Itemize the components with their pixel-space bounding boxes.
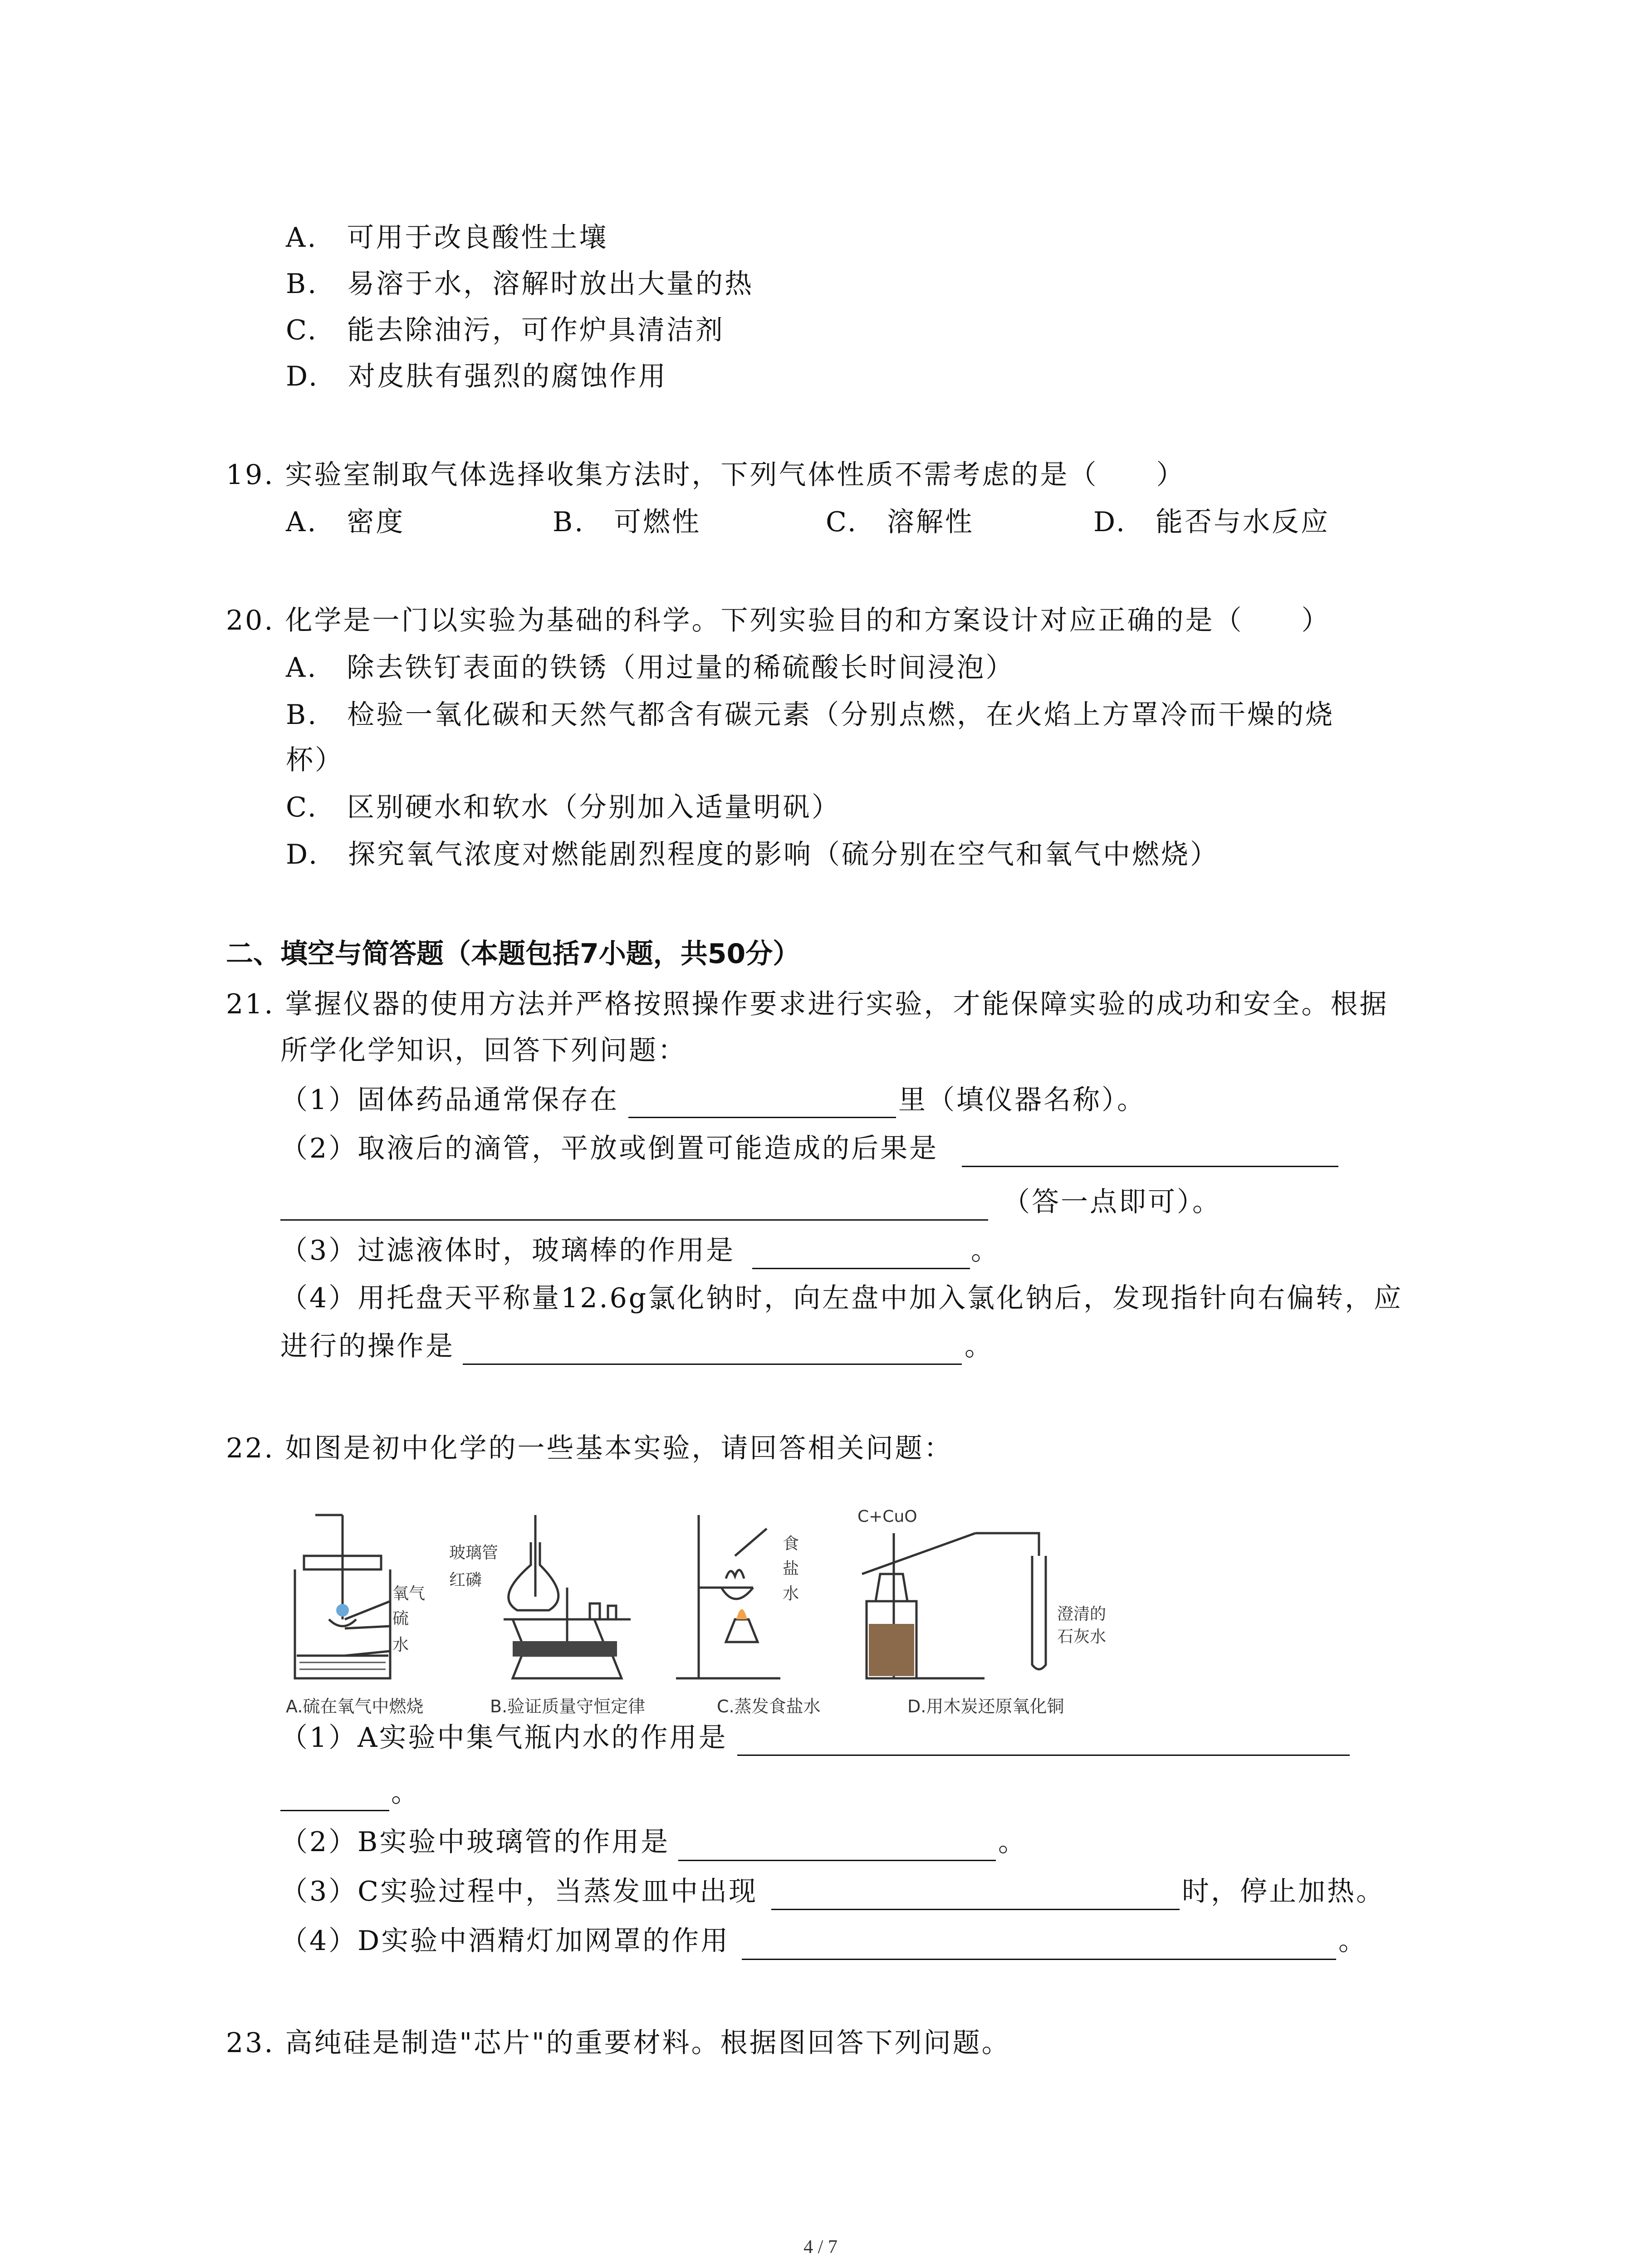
q18-option-b: B. 易溶于水，溶解时放出大量的热 bbox=[286, 268, 754, 300]
caption-b: B.验证质量守恒定律 bbox=[490, 1696, 646, 1716]
q21-part3-text-end: 。 bbox=[971, 1235, 1000, 1266]
q22-part3-text-end: 时，停止加热。 bbox=[1182, 1876, 1385, 1907]
q22-part4-text: （4）D实验中酒精灯加网罩的作用 bbox=[280, 1925, 730, 1957]
q22-stem: 22. 如图是初中化学的一些基本实验，请回答相关问题： bbox=[226, 1432, 953, 1464]
q20-option-b-line2: 杯） bbox=[286, 744, 344, 776]
wood-block bbox=[869, 1624, 914, 1676]
q22-part1-text: （1）A实验中集气瓶内水的作用是 bbox=[280, 1722, 728, 1754]
q18-option-a: A. 可用于改良酸性土壤 bbox=[286, 222, 608, 254]
q21-part4-blank[interactable] bbox=[463, 1364, 962, 1365]
q22-part2-blank[interactable] bbox=[678, 1860, 996, 1861]
q22-part1-blank-a[interactable] bbox=[737, 1755, 1350, 1756]
q22-part2-text-end: 。 bbox=[998, 1826, 1027, 1858]
apparatus-a bbox=[295, 1515, 390, 1678]
q21-part4-text2: 进行的操作是 bbox=[280, 1330, 455, 1362]
q23-stem: 23. 高纯硅是制造"芯片"的重要材料。根据图回答下列问题。 bbox=[226, 2027, 1011, 2059]
q19-stem: 19. 实验室制取气体选择收集方法时，下列气体性质不需考虑的是（ ） bbox=[226, 459, 1185, 491]
caption-a: A.硫在氧气中燃烧 bbox=[286, 1696, 424, 1716]
balance-base bbox=[513, 1641, 617, 1657]
label-water-a: 水 bbox=[392, 1636, 409, 1654]
label-glass-tube: 玻璃管 bbox=[449, 1544, 499, 1562]
q21-part1-text: （1）固体药品通常保存在 bbox=[280, 1084, 619, 1116]
q21-part4-text: （4）用托盘天平称量12.6g氯化钠时，向左盘中加入氯化钠后，发现指针向右偏转，应 bbox=[280, 1282, 1403, 1314]
page-number: 4 / 7 bbox=[803, 2237, 838, 2258]
q18-option-c: C. 能去除油污，可作炉具清洁剂 bbox=[286, 314, 725, 346]
q22-part3-text: （3）C实验过程中，当蒸发皿中出现 bbox=[280, 1876, 758, 1907]
experiment-figure bbox=[277, 1506, 1139, 1719]
label-limewater-2: 石灰水 bbox=[1057, 1628, 1107, 1646]
q22-part3-blank[interactable] bbox=[771, 1909, 1180, 1910]
label-salt-1: 食 bbox=[783, 1535, 799, 1553]
q19-option-b: B. 可燃性 bbox=[553, 506, 701, 538]
q21-part2-blank-b[interactable] bbox=[280, 1219, 988, 1221]
flame-c-icon bbox=[736, 1609, 747, 1620]
q22-part2-text: （2）B实验中玻璃管的作用是 bbox=[280, 1826, 670, 1858]
q19-option-d: D. 能否与水反应 bbox=[1093, 506, 1330, 538]
q19-option-a: A. 密度 bbox=[286, 506, 405, 538]
q19-option-c: C. 溶解性 bbox=[826, 506, 974, 538]
q20-stem: 20. 化学是一门以实验为基础的科学。下列实验目的和方案设计对应正确的是（ ） bbox=[226, 605, 1331, 636]
sulfur-flame-icon bbox=[336, 1604, 349, 1617]
caption-c: C.蒸发食盐水 bbox=[717, 1696, 821, 1716]
label-sulfur: 硫 bbox=[392, 1609, 409, 1628]
q21-part3-blank[interactable] bbox=[752, 1268, 970, 1269]
q21-part1-text-end: 里（填仪器名称）。 bbox=[898, 1084, 1146, 1116]
q21-part2-blank-a[interactable] bbox=[962, 1166, 1338, 1167]
q21-part2-text: （2）取液后的滴管，平放或倒置可能造成的后果是 bbox=[280, 1133, 939, 1164]
label-red-phosphorus: 红磷 bbox=[449, 1571, 482, 1589]
q22-part1-blank-b[interactable] bbox=[280, 1810, 389, 1811]
q21-part2-text-end: （答一点即可）。 bbox=[1003, 1186, 1221, 1218]
section-title: 二、填空与简答题（本题包括7小题，共50分） bbox=[226, 938, 800, 970]
q22-part4-blank[interactable] bbox=[742, 1959, 1336, 1960]
q21-part1-blank[interactable] bbox=[628, 1117, 896, 1118]
caption-d: D.用木炭还原氧化铜 bbox=[907, 1696, 1064, 1716]
apparatus-c bbox=[676, 1515, 780, 1678]
label-salt-3: 水 bbox=[783, 1584, 799, 1603]
q21-stem-line2: 所学化学知识，回答下列问题： bbox=[280, 1035, 687, 1066]
label-salt-2: 盐 bbox=[783, 1559, 799, 1578]
label-c-cuo: C+CuO bbox=[857, 1507, 917, 1526]
q21-part3-text: （3）过滤液体时，玻璃棒的作用是 bbox=[280, 1235, 735, 1266]
q20-option-c: C. 区别硬水和软水（分别加入适量明矾） bbox=[286, 792, 841, 823]
q22-part1-text-end: 。 bbox=[391, 1777, 420, 1809]
q22-part4-text-end: 。 bbox=[1338, 1925, 1367, 1957]
q20-option-d: D. 探究氧气浓度对燃能剧烈程度的影响（硫分别在空气和氧气中燃烧） bbox=[286, 839, 1220, 870]
q21-part4-text-end: 。 bbox=[965, 1330, 994, 1362]
label-limewater-1: 澄清的 bbox=[1057, 1605, 1107, 1623]
q20-option-b-line1: B. 检验一氧化碳和天然气都含有碳元素（分别点燃，在火焰上方罩冷而干燥的烧 bbox=[286, 699, 1335, 731]
q20-option-a: A. 除去铁钉表面的铁锈（用过量的稀硫酸长时间浸泡） bbox=[286, 652, 1015, 684]
q21-stem-line1: 21. 掌握仪器的使用方法并严格按照操作要求进行实验，才能保障实验的成功和安全。根据 bbox=[226, 988, 1389, 1020]
label-oxygen: 氧气 bbox=[392, 1584, 426, 1603]
q18-option-d: D. 对皮肤有强烈的腐蚀作用 bbox=[286, 361, 668, 392]
